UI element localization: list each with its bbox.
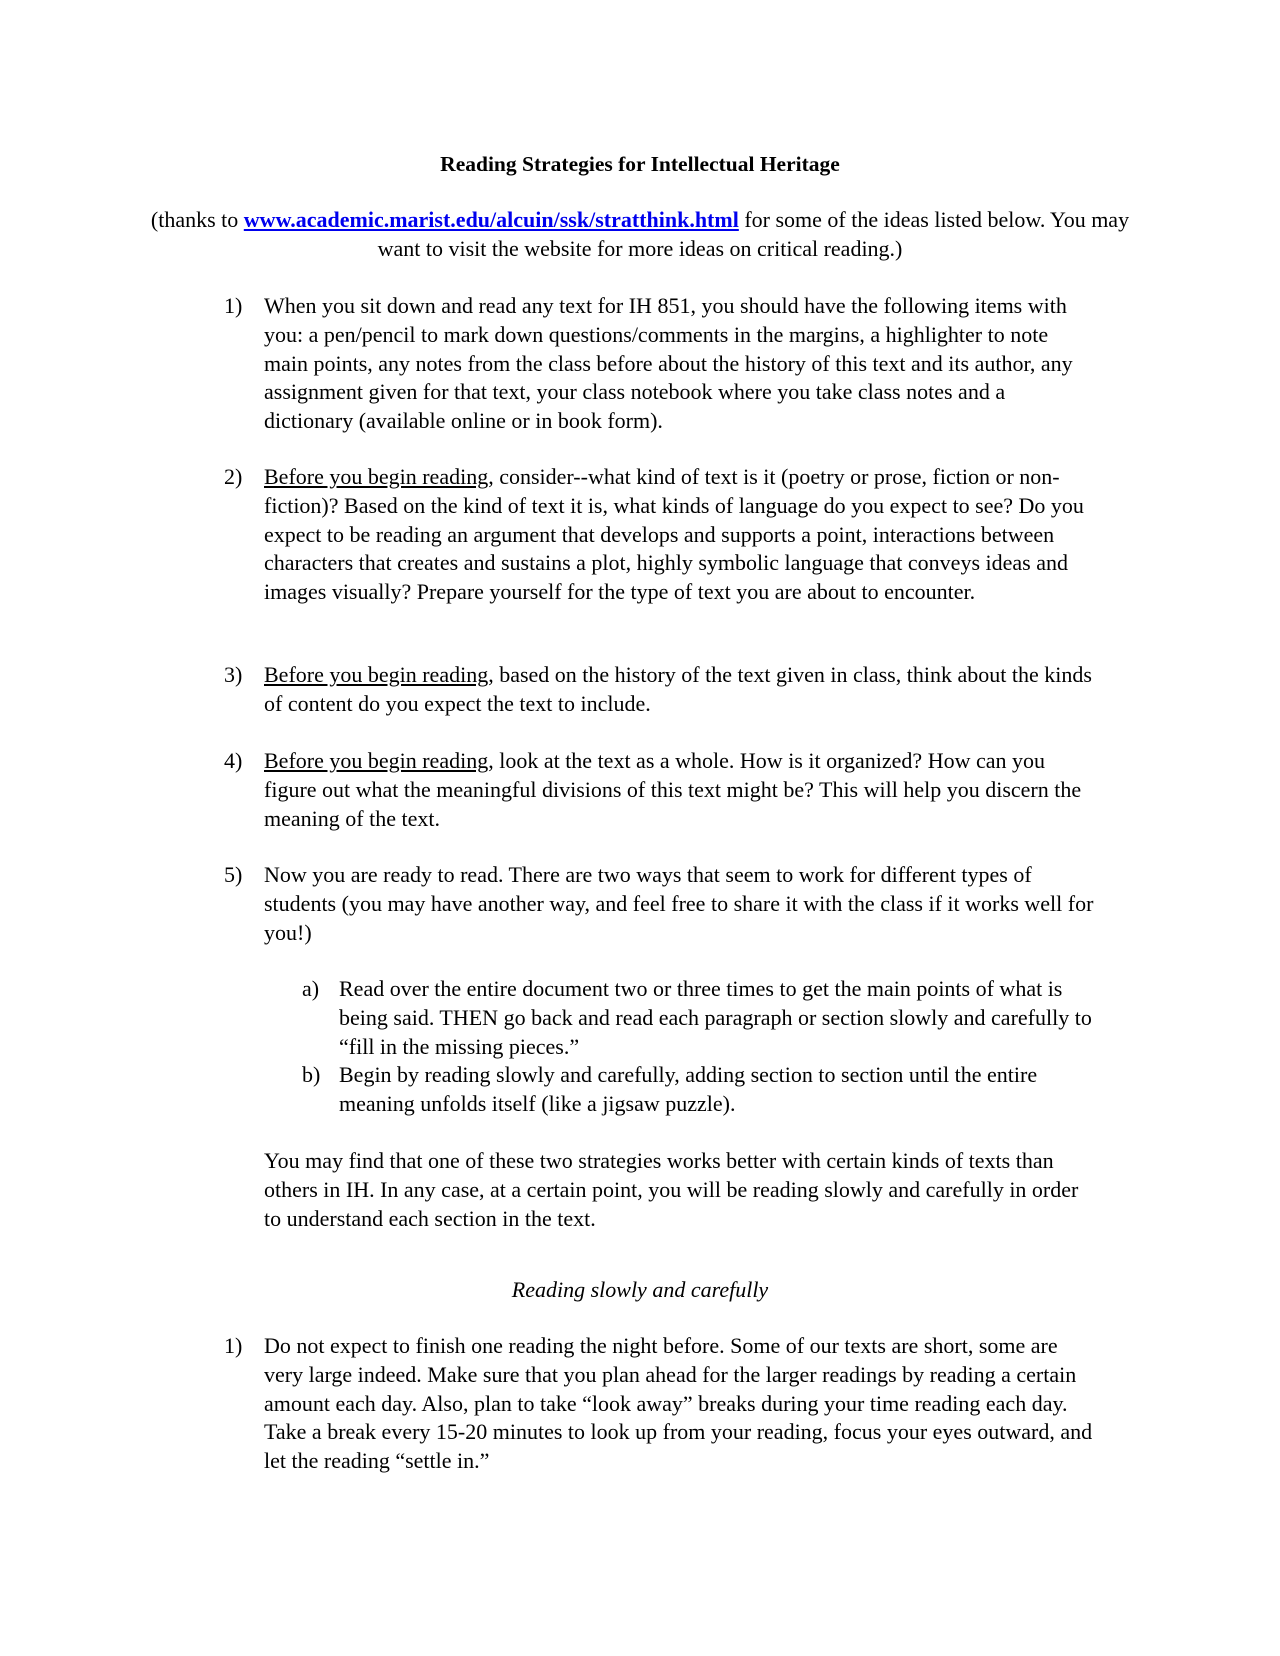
sublist-text: Read over the entire document two or three times to get the main points of what is being said. THEN go back and read each paragraph or section slowly and carefully to “fill in the missing pieces.”	[339, 976, 1092, 1059]
sublist-text: Begin by reading slowly and carefully, adding section to section until the entire meaning unfolds itself (like a jigsaw puzzle).	[339, 1062, 1038, 1116]
list-item-3	[224, 661, 1094, 719]
list-text: , based on the history of the text given in class, think about the kinds of content do you expect the text to include.	[264, 662, 1092, 716]
list-item-5	[224, 861, 1094, 947]
underlined-phrase: Before you begin reading	[264, 748, 489, 773]
list-number: 1)	[224, 1333, 243, 1358]
list-number: 3)	[224, 662, 243, 687]
intro-prefix: (thanks to	[150, 207, 244, 232]
list-text: , look at the text as a whole. How is it organized? How can you figure out what the meaningful divisions of this text might be? This will help you discern the meaning of the text.	[264, 748, 1082, 831]
list-item-1	[224, 292, 1094, 436]
underlined-phrase: Before you begin reading	[264, 464, 489, 489]
sublist-letter: b)	[302, 1062, 321, 1087]
list-text: Now you are ready to read. There are two ways that seem to work for different types of students (you may have another way, and feel free to share it with the class if it works well for you!)	[264, 862, 1094, 945]
list-text: , consider--what kind of text is it (poetry or prose, fiction or non-fiction)? Based on the kind of text it is, what kinds of language do you expect to see? Do you expect to be reading an argument that develops and supports a point, interactions between characters that creates and sustains a plot, highly symbolic language that conveys ideas and images visually? Prepare yourself for the type of text you are about to encounter.	[264, 464, 1084, 605]
intro-suffix: for some of the ideas listed below. You may want to visit the website for more ideas on critical reading.)	[377, 207, 1130, 261]
list-number: 1)	[224, 293, 243, 318]
list-item-2	[224, 463, 1094, 607]
sublist-item-b	[302, 1061, 1099, 1119]
list-number: 2)	[224, 464, 243, 489]
list-item-4	[224, 747, 1094, 833]
closing-paragraph: You may find that one of these two strategies works better with certain kinds of texts than others in IH. In any case, at a certain point, you will be reading slowly and carefully in order to understand each section in the text.	[264, 1148, 1079, 1231]
list-number: 4)	[224, 748, 243, 773]
list-text: Do not expect to finish one reading the night before. Some of our texts are short, some are very large indeed. Make sure that you plan ahead for the larger readings by reading a certain amount each day. Also, plan to take “look away” breaks during your time reading each day. Take a break every 15-20 minutes to look up from your reading, focus your eyes outward, and let the reading “settle in.”	[264, 1333, 1093, 1474]
list-number: 5)	[224, 862, 243, 887]
list2-item-1	[224, 1332, 1094, 1476]
underlined-phrase: Before you begin reading	[264, 662, 489, 687]
sublist-letter: a)	[302, 976, 320, 1001]
sublist-item-a	[302, 975, 1099, 1061]
section-heading: Reading slowly and carefully	[511, 1277, 769, 1302]
document-title: Reading Strategies for Intellectual Heritage	[440, 152, 840, 176]
intro-paragraph	[150, 206, 1130, 264]
source-link[interactable]: www.academic.marist.edu/alcuin/ssk/stratthink.html	[243, 207, 739, 232]
list-text: When you sit down and read any text for IH 851, you should have the following items with you: a pen/pencil to mark down questions/comments in the margins, a highlighter to note main points, any notes from the class before about the history of this text and its author, any assignment given for that text, your class notebook where you take class notes and a dictionary (available online or in book form).	[264, 293, 1073, 434]
